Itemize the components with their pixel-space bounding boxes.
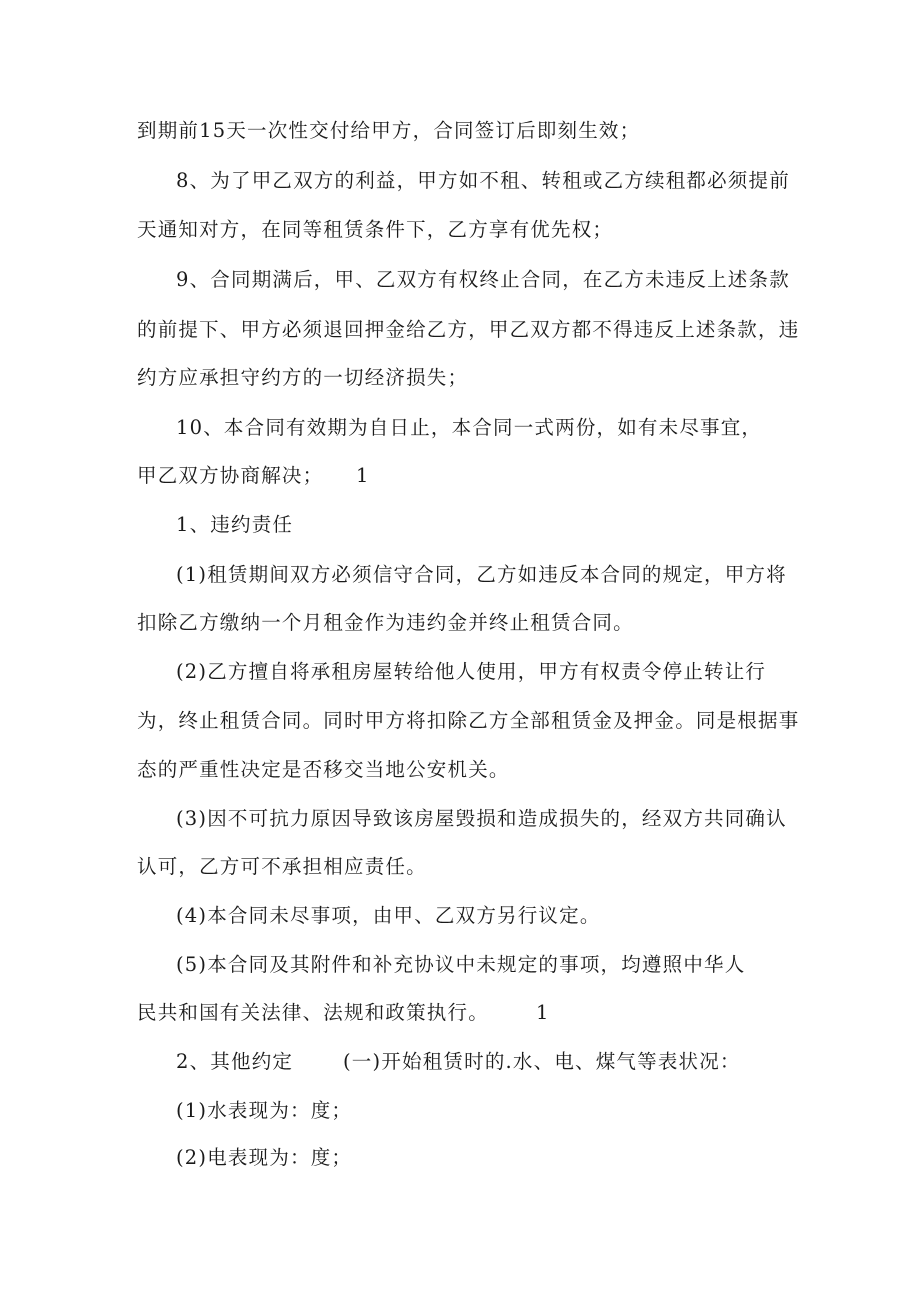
paragraph-line: (3)因不可抗力原因导致该房屋毁损和造成损失的，经双方共同确认 bbox=[176, 807, 787, 830]
paragraph-line: 9、合同期满后，甲、乙双方有权终止合同，在乙方未违反上述条款 bbox=[176, 268, 790, 291]
paragraph-line: 10、本合同有效期为自日止，本合同一式两份，如有未尽事宜， bbox=[176, 416, 763, 439]
paragraph-line: (1)水表现为：度； bbox=[176, 1099, 353, 1122]
paragraph-line: 认可，乙方可不承担相应责任。 bbox=[137, 855, 427, 878]
paragraph-line: 8、为了甲乙双方的利益，甲方如不租、转租或乙方续租都必须提前 bbox=[176, 169, 790, 192]
paragraph-line: (1)租赁期间双方必须信守合同，乙方如违反本合同的规定，甲方将 bbox=[176, 563, 787, 586]
paragraph-line: (5)本合同及其附件和补充协议中未规定的事项，均遵照中华人 bbox=[176, 953, 746, 976]
paragraph-line: 为，终止租赁合同。同时甲方将扣除乙方全部租赁金及押金。同是根据事 bbox=[137, 709, 800, 732]
paragraph-line: (4)本合同未尽事项，由甲、乙双方另行议定。 bbox=[176, 904, 601, 927]
paragraph-line: (2)乙方擅自将承租房屋转给他人使用，甲方有权责令停止转让行 bbox=[176, 660, 767, 683]
paragraph-line: (2)电表现为：度； bbox=[176, 1146, 353, 1169]
paragraph-line: (一)开始租赁时的.水、电、煤气等表状况： bbox=[343, 1050, 741, 1073]
paragraph-line: 到期前15天一次性交付给甲方，合同签订后即刻生效； bbox=[137, 119, 641, 142]
paragraph-line: 甲乙双方协商解决； bbox=[137, 464, 324, 487]
section-heading: 2、其他约定 bbox=[176, 1050, 294, 1073]
paragraph-line: 态的严重性决定是否移交当地公安机关。 bbox=[137, 758, 510, 781]
paragraph-line: 约方应承担守约方的一切经济损失； bbox=[137, 366, 469, 389]
page-marker: 1 bbox=[356, 464, 370, 487]
section-heading: 1、违约责任 bbox=[176, 513, 294, 536]
paragraph-line: 天通知对方，在同等租赁条件下，乙方享有优先权； bbox=[137, 218, 614, 241]
paragraph-line: 扣除乙方缴纳一个月租金作为违约金并终止租赁合同。 bbox=[137, 611, 634, 634]
page-marker: 1 bbox=[536, 1001, 550, 1024]
paragraph-line: 民共和国有关法律、法规和政策执行。 bbox=[137, 1001, 489, 1024]
paragraph-line: 的前提下、甲方必须退回押金给乙方，甲乙双方都不得违反上述条款，违 bbox=[137, 318, 800, 341]
